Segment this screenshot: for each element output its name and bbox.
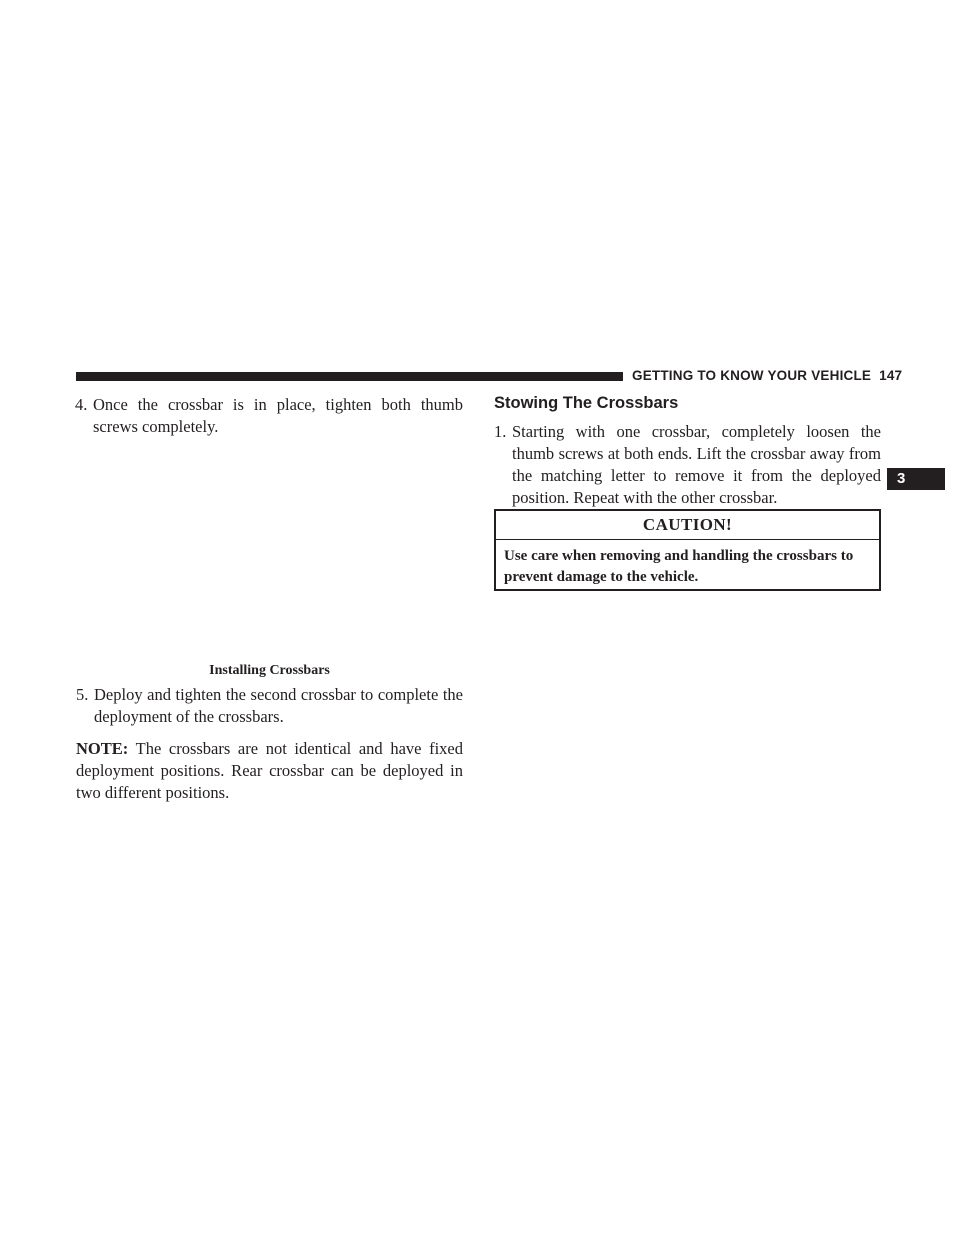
right-column [494, 393, 881, 509]
note-paragraph [76, 738, 463, 804]
note-text: The crossbars are not identical and have fixed deployment positions. Rear crossbar can be deployed in two different positions. [76, 739, 463, 802]
caution-title: CAUTION! [496, 511, 879, 540]
section-title: GETTING TO KNOW YOUR VEHICLE [632, 368, 872, 383]
page-number: 147 [879, 368, 903, 383]
left-column [76, 394, 463, 438]
step-text: Deploy and tighten the second crossbar to complete the deployment of the crossbars. [94, 685, 463, 726]
step-1 [494, 421, 881, 509]
step-number: 1. [494, 422, 507, 441]
caution-box [494, 509, 881, 591]
caution-text: Use care when removing and handling the crossbars to prevent damage to the vehicle. [504, 548, 854, 585]
step-text: Starting with one crossbar, completely loosen the thumb screws at both ends. Lift the crossbar away from the matching letter to remove it from the deployed position. Repeat with the other crossbar. [512, 422, 881, 507]
step-text: Once the crossbar is in place, tighten both thumb screws completely. [93, 395, 463, 436]
section-heading: Stowing The Crossbars [494, 394, 679, 412]
step-4 [75, 394, 463, 438]
step-5 [76, 684, 463, 728]
step-number: 4. [75, 395, 88, 414]
chapter-tab: 3 [887, 468, 945, 490]
header-rule [76, 372, 623, 381]
note-label: NOTE: [76, 739, 129, 758]
left-column-lower [76, 684, 463, 804]
figure-caption: Installing Crossbars [209, 663, 330, 678]
step-number: 5. [76, 685, 89, 704]
running-header [632, 368, 902, 383]
